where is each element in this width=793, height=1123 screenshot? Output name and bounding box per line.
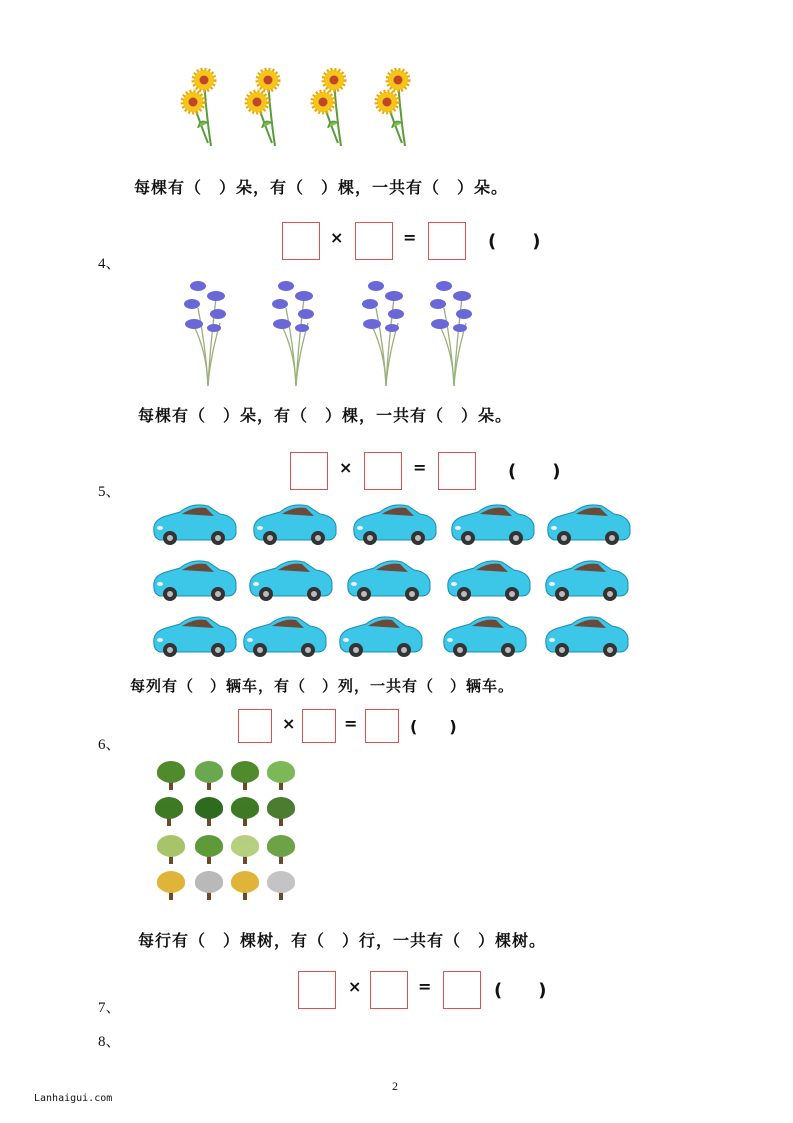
- question-number: 7、: [98, 1000, 121, 1016]
- car-icon: [354, 505, 436, 545]
- unit-parentheses[interactable]: ( ): [410, 717, 457, 736]
- car-grid: [150, 498, 640, 660]
- tree-grid: [152, 756, 302, 906]
- question-sentence: 每棵有（ ）朵，有（ ）棵，一共有（ ）朵。: [134, 178, 509, 197]
- tree-icon: [267, 797, 295, 826]
- tree-icon: [231, 761, 259, 790]
- sunflower-icon: [312, 69, 345, 146]
- unit-parentheses[interactable]: ( ): [494, 980, 547, 1001]
- tree-icon: [155, 797, 183, 826]
- question-sentence: 每棵有（ ）朵，有（ ）棵，一共有（ ）朵。: [138, 406, 513, 425]
- answer-box-factor2[interactable]: [370, 971, 408, 1009]
- equals-sign: =: [403, 228, 417, 247]
- equals-sign: =: [418, 977, 432, 996]
- unit-parentheses[interactable]: ( ): [508, 461, 561, 482]
- answer-box-factor1[interactable]: [282, 222, 320, 260]
- question-number: 4、: [98, 256, 121, 272]
- answer-box-factor2[interactable]: [302, 709, 336, 743]
- answer-box-product[interactable]: [443, 971, 481, 1009]
- blue-flower-icon: [184, 281, 226, 386]
- question-number: 5、: [98, 484, 121, 500]
- answer-box-factor2[interactable]: [364, 452, 402, 490]
- car-row-3: [154, 617, 628, 657]
- tree-icon: [267, 835, 295, 864]
- tree-icon: [267, 761, 295, 790]
- tree-row-3: [157, 835, 295, 864]
- times-sign: ×: [348, 977, 362, 996]
- tree-icon: [157, 871, 185, 900]
- tree-row-2: [155, 797, 295, 826]
- answer-box-factor2[interactable]: [355, 222, 393, 260]
- tree-icon: [231, 797, 259, 826]
- blue-flower-group: [180, 278, 480, 388]
- car-icon: [448, 561, 530, 601]
- blue-flower-icon: [362, 281, 404, 386]
- car-icon: [154, 561, 236, 601]
- sunflower-icon: [182, 69, 215, 146]
- tree-icon: [195, 871, 223, 900]
- tree-icon: [157, 835, 185, 864]
- sunflower-group: [180, 68, 430, 150]
- car-icon: [244, 617, 326, 657]
- car-icon: [546, 617, 628, 657]
- answer-box-factor1[interactable]: [298, 971, 336, 1009]
- tree-icon: [231, 871, 259, 900]
- times-sign: ×: [282, 714, 296, 733]
- answer-box-product[interactable]: [438, 452, 476, 490]
- equals-sign: =: [344, 714, 358, 733]
- question-sentence: 每列有（ ）辆车，有（ ）列，一共有（ ）辆车。: [130, 677, 515, 695]
- equals-sign: =: [413, 458, 427, 477]
- car-row-2: [154, 561, 628, 601]
- car-icon: [340, 617, 422, 657]
- question-number: 6、: [98, 737, 121, 753]
- blue-flower-icon: [430, 281, 472, 386]
- tree-icon: [267, 871, 295, 900]
- car-icon: [548, 505, 630, 545]
- answer-box-product[interactable]: [428, 222, 466, 260]
- tree-icon: [195, 797, 223, 826]
- car-icon: [250, 561, 332, 601]
- answer-box-factor1[interactable]: [290, 452, 328, 490]
- car-icon: [452, 505, 534, 545]
- site-watermark[interactable]: Lanhaigui.com: [34, 1093, 113, 1104]
- car-icon: [254, 505, 336, 545]
- tree-icon: [195, 761, 223, 790]
- tree-row-4: [157, 871, 295, 900]
- tree-icon: [231, 835, 259, 864]
- answer-box-factor1[interactable]: [238, 709, 272, 743]
- tree-icon: [195, 835, 223, 864]
- car-icon: [154, 617, 236, 657]
- times-sign: ×: [330, 228, 344, 247]
- page-number: 2: [392, 1079, 398, 1093]
- unit-parentheses[interactable]: ( ): [488, 231, 541, 252]
- question-sentence: 每行有（ ）棵树，有（ ）行，一共有（ ）棵树。: [138, 931, 547, 950]
- tree-row-1: [157, 761, 295, 790]
- times-sign: ×: [339, 458, 353, 477]
- blue-flower-icon: [272, 281, 314, 386]
- car-row-1: [154, 505, 630, 545]
- tree-icon: [157, 761, 185, 790]
- car-icon: [444, 617, 526, 657]
- car-icon: [154, 505, 236, 545]
- question-number: 8、: [98, 1034, 121, 1050]
- answer-box-product[interactable]: [365, 709, 399, 743]
- sunflower-icon: [246, 69, 279, 146]
- car-icon: [546, 561, 628, 601]
- car-icon: [348, 561, 430, 601]
- sunflower-icon: [376, 69, 409, 146]
